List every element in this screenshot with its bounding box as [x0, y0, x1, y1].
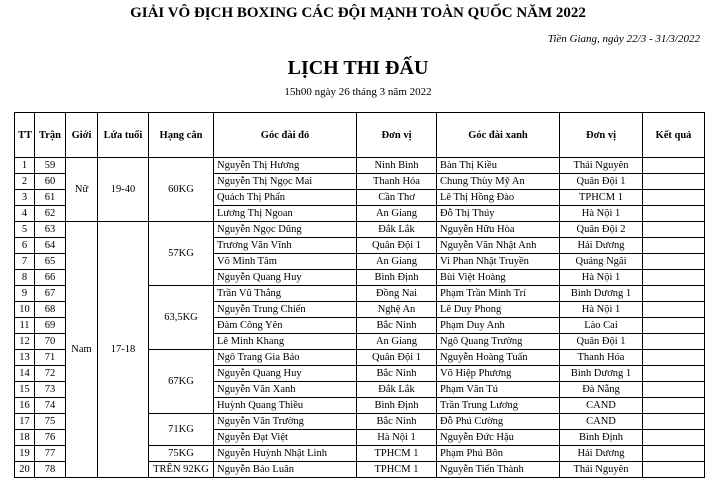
- tournament-title: GIẢI VÔ ĐỊCH BOXING CÁC ĐỘI MẠNH TOÀN QUỐC NĂM 2022: [130, 5, 586, 21]
- cell-tt: 12: [15, 334, 35, 350]
- cell-weight-67: 67KG: [149, 350, 214, 414]
- cell-blue-unit: Bình Định: [560, 430, 643, 446]
- cell-blue-unit: Bình Dương 1: [560, 286, 643, 302]
- schedule-table: [14, 112, 705, 478]
- cell-blue-corner: Lê Duy Phong: [437, 302, 560, 318]
- cell-tran: 76: [35, 430, 66, 446]
- cell-blue-unit: Bình Dương 1: [560, 366, 643, 382]
- cell-red-corner: Nguyễn Quang Huy: [214, 366, 357, 382]
- cell-weight-75: 75KG: [149, 446, 214, 462]
- cell-blue-corner: Nguyễn Tiến Thành: [437, 462, 560, 478]
- cell-blue-unit: Quân Đội 2: [560, 222, 643, 238]
- cell-weight-60: 60KG: [149, 158, 214, 222]
- cell-tt: 18: [15, 430, 35, 446]
- cell-result: [643, 350, 705, 366]
- cell-red-corner: Trương Văn Vĩnh: [214, 238, 357, 254]
- cell-tt: 14: [15, 366, 35, 382]
- cell-red-unit: TPHCM 1: [357, 446, 437, 462]
- col-header-gioi: Giới: [66, 113, 98, 158]
- cell-red-corner: Lương Thị Ngoan: [214, 206, 357, 222]
- cell-blue-corner: Chung Thùy Mỹ An: [437, 174, 560, 190]
- col-header-goc-xanh: Góc đài xanh: [437, 113, 560, 158]
- cell-tran: 65: [35, 254, 66, 270]
- cell-tran: 73: [35, 382, 66, 398]
- cell-blue-unit: Hà Nội 1: [560, 270, 643, 286]
- cell-blue-corner: Lê Thị Hồng Đào: [437, 190, 560, 206]
- cell-blue-unit: CAND: [560, 414, 643, 430]
- cell-red-corner: Lê Minh Khang: [214, 334, 357, 350]
- cell-tran: 64: [35, 238, 66, 254]
- cell-tt: 13: [15, 350, 35, 366]
- cell-blue-corner: Đỗ Phú Cường: [437, 414, 560, 430]
- cell-tt: 19: [15, 446, 35, 462]
- cell-blue-corner: Phạm Văn Tú: [437, 382, 560, 398]
- cell-weight-71: 71KG: [149, 414, 214, 446]
- cell-weight-63-5: 63,5KG: [149, 286, 214, 350]
- cell-tt: 20: [15, 462, 35, 478]
- cell-red-corner: Nguyễn Trung Chiến: [214, 302, 357, 318]
- cell-red-corner: Nguyễn Ngọc Dũng: [214, 222, 357, 238]
- cell-blue-unit: Hải Dương: [560, 238, 643, 254]
- cell-result: [643, 430, 705, 446]
- cell-tran: 78: [35, 462, 66, 478]
- table-row: [15, 158, 705, 174]
- cell-result: [643, 302, 705, 318]
- cell-red-corner: Nguyễn Văn Xanh: [214, 382, 357, 398]
- cell-result: [643, 158, 705, 174]
- cell-red-unit: An Giang: [357, 206, 437, 222]
- cell-result: [643, 462, 705, 478]
- cell-blue-corner: Nguyễn Hoàng Tuấn: [437, 350, 560, 366]
- cell-red-corner: Nguyễn Thị Hương: [214, 158, 357, 174]
- cell-blue-corner: Nguyễn Văn Nhật Anh: [437, 238, 560, 254]
- col-header-ket-qua: Kết quả: [643, 113, 705, 158]
- cell-blue-corner: Nguyễn Đức Hậu: [437, 430, 560, 446]
- cell-red-unit: Đắk Lắk: [357, 222, 437, 238]
- cell-blue-unit: Quân Đội 1: [560, 334, 643, 350]
- cell-red-unit: Cần Thơ: [357, 190, 437, 206]
- place-date: Tiền Giang, ngày 22/3 - 31/3/2022: [547, 33, 700, 45]
- cell-blue-corner: Võ Hiệp Phương: [437, 366, 560, 382]
- cell-red-unit: Nghệ An: [357, 302, 437, 318]
- cell-blue-corner: Ngô Quang Trường: [437, 334, 560, 350]
- cell-blue-corner: Vi Phan Nhật Truyền: [437, 254, 560, 270]
- cell-weight-over-92: TRÊN 92KG: [149, 462, 214, 478]
- cell-red-corner: Nguyễn Thị Ngọc Mai: [214, 174, 357, 190]
- col-header-tran: Trận: [35, 113, 66, 158]
- cell-tt: 6: [15, 238, 35, 254]
- cell-blue-unit: Đà Nẵng: [560, 382, 643, 398]
- cell-blue-unit: Quân Đội 1: [560, 174, 643, 190]
- schedule-title: LỊCH THI ĐẤU: [287, 57, 429, 79]
- cell-red-unit: Quân Đội 1: [357, 350, 437, 366]
- cell-blue-unit: Thái Nguyên: [560, 158, 643, 174]
- cell-age-nam: 17-18: [98, 222, 149, 478]
- cell-red-corner: Nguyễn Văn Trường: [214, 414, 357, 430]
- col-header-lua-tuoi: Lứa tuổi: [98, 113, 149, 158]
- cell-blue-unit: Lào Cai: [560, 318, 643, 334]
- cell-tran: 67: [35, 286, 66, 302]
- cell-blue-corner: Bàn Thị Kiều: [437, 158, 560, 174]
- cell-tran: 61: [35, 190, 66, 206]
- cell-blue-corner: Phạm Phú Bôn: [437, 446, 560, 462]
- cell-tt: 1: [15, 158, 35, 174]
- cell-blue-corner: Nguyễn Hữu Hòa: [437, 222, 560, 238]
- cell-red-unit: Bắc Ninh: [357, 318, 437, 334]
- cell-tt: 2: [15, 174, 35, 190]
- cell-blue-unit: Thái Nguyên: [560, 462, 643, 478]
- cell-result: [643, 382, 705, 398]
- cell-tt: 8: [15, 270, 35, 286]
- table-row: [15, 222, 705, 238]
- cell-result: [643, 254, 705, 270]
- col-header-don-vi-xanh: Đơn vị: [560, 113, 643, 158]
- cell-tt: 16: [15, 398, 35, 414]
- cell-red-unit: Thanh Hóa: [357, 174, 437, 190]
- cell-blue-unit: Hà Nội 1: [560, 302, 643, 318]
- cell-blue-corner: Đỗ Thị Thúy: [437, 206, 560, 222]
- cell-red-corner: Võ Minh Tâm: [214, 254, 357, 270]
- cell-tran: 72: [35, 366, 66, 382]
- cell-blue-unit: Thanh Hóa: [560, 350, 643, 366]
- cell-tt: 7: [15, 254, 35, 270]
- cell-result: [643, 366, 705, 382]
- cell-tt: 3: [15, 190, 35, 206]
- cell-red-unit: Đắk Lắk: [357, 382, 437, 398]
- cell-result: [643, 414, 705, 430]
- cell-tran: 70: [35, 334, 66, 350]
- cell-blue-unit: Hải Dương: [560, 446, 643, 462]
- cell-blue-unit: TPHCM 1: [560, 190, 643, 206]
- cell-age-nu: 19-40: [98, 158, 149, 222]
- cell-tran: 62: [35, 206, 66, 222]
- cell-tran: 77: [35, 446, 66, 462]
- cell-red-unit: Bắc Ninh: [357, 414, 437, 430]
- cell-result: [643, 222, 705, 238]
- cell-red-unit: An Giang: [357, 254, 437, 270]
- cell-tt: 4: [15, 206, 35, 222]
- col-header-hang-can: Hạng cân: [149, 113, 214, 158]
- cell-blue-corner: Bùi Việt Hoàng: [437, 270, 560, 286]
- cell-red-unit: Quân Đội 1: [357, 238, 437, 254]
- cell-red-corner: Đàm Công Yên: [214, 318, 357, 334]
- cell-blue-unit: Hà Nội 1: [560, 206, 643, 222]
- cell-tran: 69: [35, 318, 66, 334]
- cell-tran: 71: [35, 350, 66, 366]
- cell-result: [643, 238, 705, 254]
- cell-tran: 75: [35, 414, 66, 430]
- cell-gioi-nam: Nam: [66, 222, 98, 478]
- cell-red-corner: Nguyễn Đạt Việt: [214, 430, 357, 446]
- cell-result: [643, 190, 705, 206]
- cell-red-unit: Bắc Ninh: [357, 366, 437, 382]
- cell-red-unit: TPHCM 1: [357, 462, 437, 478]
- cell-tran: 63: [35, 222, 66, 238]
- col-header-goc-do: Góc đài đỏ: [214, 113, 357, 158]
- cell-tt: 10: [15, 302, 35, 318]
- cell-tt: 9: [15, 286, 35, 302]
- cell-blue-corner: Trần Trung Lương: [437, 398, 560, 414]
- cell-weight-57: 57KG: [149, 222, 214, 286]
- cell-result: [643, 286, 705, 302]
- cell-result: [643, 398, 705, 414]
- cell-tt: 11: [15, 318, 35, 334]
- cell-red-unit: Đồng Nai: [357, 286, 437, 302]
- cell-result: [643, 334, 705, 350]
- cell-red-corner: Huỳnh Quang Thiều: [214, 398, 357, 414]
- cell-tt: 5: [15, 222, 35, 238]
- cell-tran: 74: [35, 398, 66, 414]
- cell-tt: 15: [15, 382, 35, 398]
- cell-result: [643, 174, 705, 190]
- cell-blue-unit: Quảng Ngãi: [560, 254, 643, 270]
- cell-result: [643, 446, 705, 462]
- schedule-time: 15h00 ngày 26 tháng 3 năm 2022: [284, 86, 432, 98]
- cell-red-unit: Hà Nội 1: [357, 430, 437, 446]
- cell-blue-corner: Phạm Duy Anh: [437, 318, 560, 334]
- cell-result: [643, 206, 705, 222]
- cell-tt: 17: [15, 414, 35, 430]
- cell-red-corner: Nguyễn Quang Huy: [214, 270, 357, 286]
- cell-result: [643, 270, 705, 286]
- cell-tran: 66: [35, 270, 66, 286]
- cell-red-unit: An Giang: [357, 334, 437, 350]
- cell-result: [643, 318, 705, 334]
- col-header-tt: TT: [15, 113, 35, 158]
- cell-red-corner: Quách Thị Phấn: [214, 190, 357, 206]
- cell-blue-unit: CAND: [560, 398, 643, 414]
- cell-red-unit: Bình Định: [357, 398, 437, 414]
- cell-red-corner: Ngô Trang Gia Bảo: [214, 350, 357, 366]
- cell-tran: 59: [35, 158, 66, 174]
- cell-blue-corner: Phạm Trần Minh Trí: [437, 286, 560, 302]
- cell-red-corner: Nguyễn Bảo Luân: [214, 462, 357, 478]
- col-header-don-vi-do: Đơn vị: [357, 113, 437, 158]
- cell-red-unit: Bình Định: [357, 270, 437, 286]
- cell-tran: 68: [35, 302, 66, 318]
- cell-red-corner: Trần Vũ Thắng: [214, 286, 357, 302]
- cell-red-corner: Nguyễn Huỳnh Nhật Linh: [214, 446, 357, 462]
- cell-gioi-nu: Nữ: [66, 158, 98, 222]
- cell-tran: 60: [35, 174, 66, 190]
- cell-red-unit: Ninh Bình: [357, 158, 437, 174]
